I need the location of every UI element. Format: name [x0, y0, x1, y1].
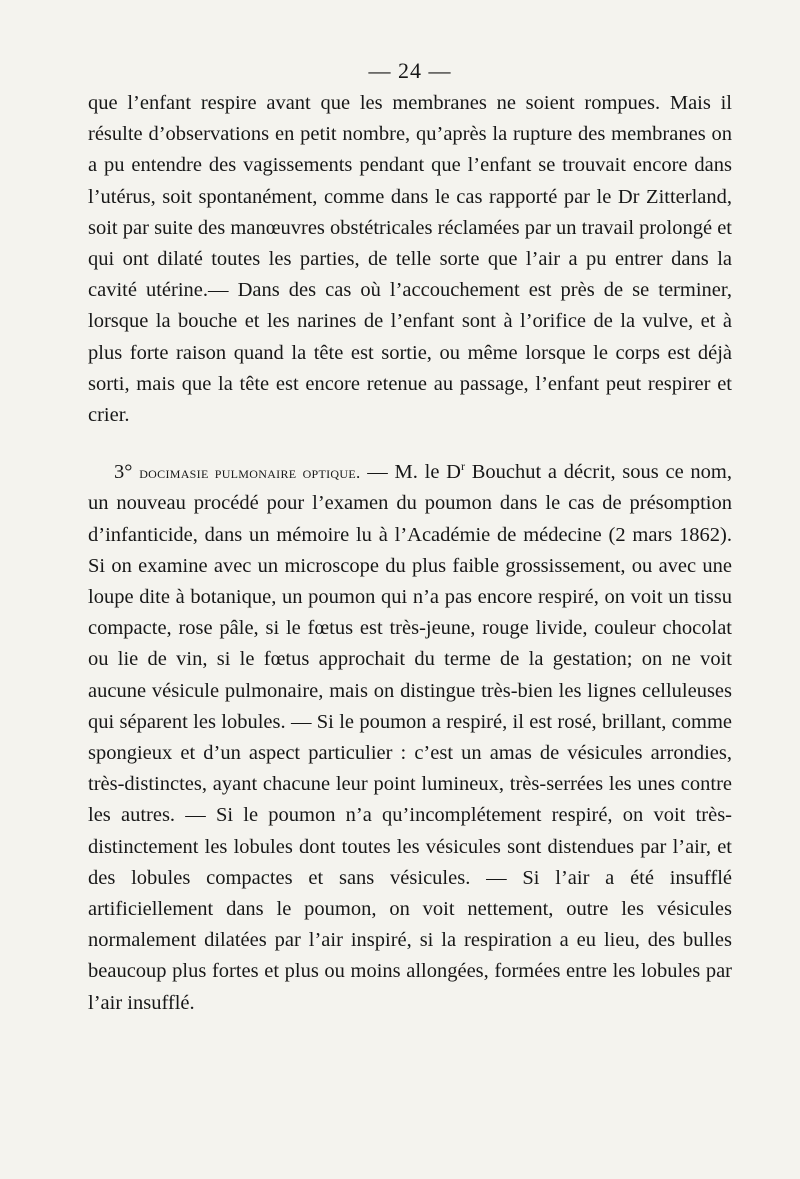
- section-number: 3°: [114, 461, 133, 484]
- page-number: — 24 —: [368, 58, 452, 83]
- paragraph-text: — M. le D: [360, 461, 461, 484]
- paragraph: [88, 457, 732, 1019]
- paragraph-text: Bouchut a décrit, sous ce nom, un nouveau procédé pour l’examen du poumon dans le cas de présomption d’infanticide, dans un mémoire lu à l’Académie de médecine (2 mars 1862). Si on examine avec un microscope du plus faible grossissement, ou avec une loupe dite à botanique, un poumon qui n’a pas encore respiré, on voit un tissu compacte, rose pâle, si le fœtus est très-jeune, rouge livide, couleur chocolat ou lie de vin, si le fœtus approchait du terme de la gestation; on ne voit aucune vésicule pulmonaire, mais on distingue très-bien les lignes celluleuses qui séparent les lobules. — Si le poumon a respiré, il est rosé, brillant, comme spongieux et d’un aspect particulier : c’est un amas de vésicules arrondies, très-distinctes, ayant chacune leur point lumineux, très-serrées les unes contre les autres. — Si le poumon n’a qu’incomplétement respiré, on voit très-distinctement les lobules dont toutes les vésicules sont distendues par l’air, et des lobules compactes et sans vésicules. — Si l’air a été insufflé artificiellement dans le poumon, on voit nettement, outre les vésicules normalement dilatées par l’air inspiré, si la respiration a eu lieu, des bulles beaucoup plus fortes et plus ou moins allongées, formées entre les lobules par l’air insufflé.: [88, 461, 733, 1014]
- section-heading: docimasie pulmonaire optique.: [139, 463, 361, 483]
- paragraph: que l’enfant respire avant que les membranes ne soient rompues. Mais il résulte d’observations en petit nombre, qu’après la rupture des membranes on a pu entendre des vagissements pendant que l’enfant se trouvait encore dans l’utérus, soit spontanément, comme dans le cas rapporté par le Dr Zitterland, soit par suite des manœuvres obstétricales réclamées par un travail prolongé et qui ont dilaté toutes les parties, de telle sorte que l’air a pu entrer dans la cavité utérine.— Dans des cas où l’accouchement est près de se terminer, lorsque la bouche et les narines de l’enfant sont à l’orifice de la vulve, et à plus forte raison quand la tête est sortie, ou même lorsque le corps est déjà sorti, mais que la tête est encore retenue au passage, l’enfant peut respirer et crier.: [88, 92, 732, 427]
- superscript: r: [460, 459, 465, 474]
